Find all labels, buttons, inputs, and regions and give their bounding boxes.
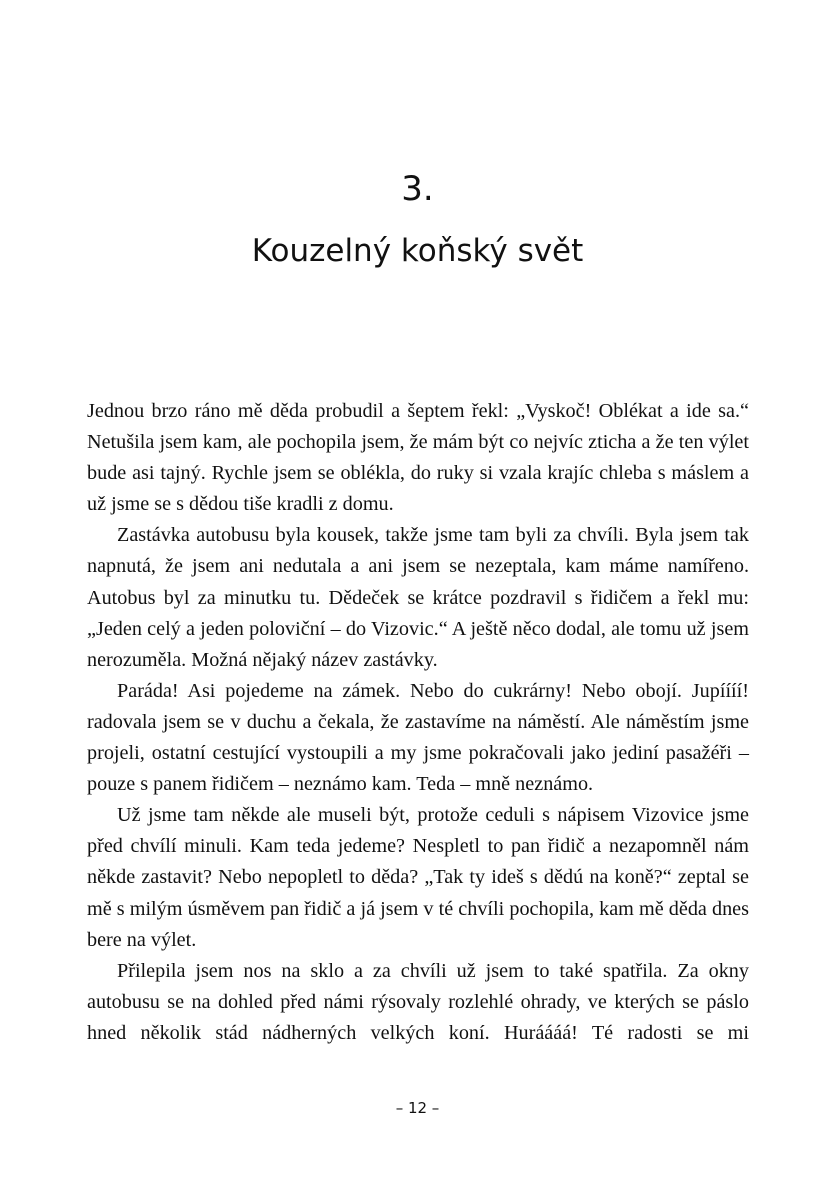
chapter-body <box>87 396 749 1049</box>
paragraph: Jednou brzo ráno mě děda probudil a šeptem řekl: „Vyskoč! Oblékat a ide sa.“ Netušila jsem kam, ale pochopila jsem, že mám být co nejvíc zticha a že ten výlet bude asi tajný. Rychle jsem se oblékla, do ruky si vzala krajíc chleba s máslem a už jsme se s dědou tiše kradli z domu. <box>87 400 749 516</box>
paragraph: Přilepila jsem nos na sklo a za chvíli už jsem to také spatřila. Za okny autobusu se na dohled před námi rýsovaly rozlehlé ohrady, ve kterých se páslo hned několik stád nádherných velkých koní. Huráááá! Té radosti se mi <box>87 959 749 1044</box>
paragraph: Paráda! Asi pojedeme na zámek. Nebo do cukrárny! Nebo obojí. Jupíííí! radovala jsem se v duchu a čekala, že zastavíme na náměstí. Ale náměstím jsme projeli, ostatní cestující vystoupili a my jsme pokračovali jako jediní pasažéři – pouze s panem řidičem – neznámo kam. Teda – mně neznámo. <box>87 679 749 796</box>
chapter-number: 3. <box>401 169 434 209</box>
paragraph: Už jsme tam někde ale museli být, protože ceduli s nápisem Vizovice jsme před chvílí minuli. Kam teda jedeme? Nespletl to pan řidič a nezapomněl nám někde zastavit? Nebo nepopletl to děda? „Tak ty ideš s dědú na koně?“ zeptal se mě s milým úsměvem pan řidič a já jsem v té chvíli pochopila, kam mě děda dnes bere na výlet. <box>87 804 749 951</box>
page-number: – 12 – <box>395 1099 440 1117</box>
chapter-title: Kouzelný koňský svět <box>251 233 584 269</box>
paragraph: Zastávka autobusu byla kousek, takže jsme tam byli za chvíli. Byla jsem tak napnutá, že jsem ani nedutala a ani jsem se nezeptala, kam máme namířeno. Autobus byl za minutku tu. Dědeček se krátce pozdravil s řidičem a řekl mu: „Jeden celý a jeden poloviční – do Vizovic.“ A ještě něco dodal, ale tomu už jsem nerozuměla. Možná nějaký název zastávky. <box>87 524 749 671</box>
